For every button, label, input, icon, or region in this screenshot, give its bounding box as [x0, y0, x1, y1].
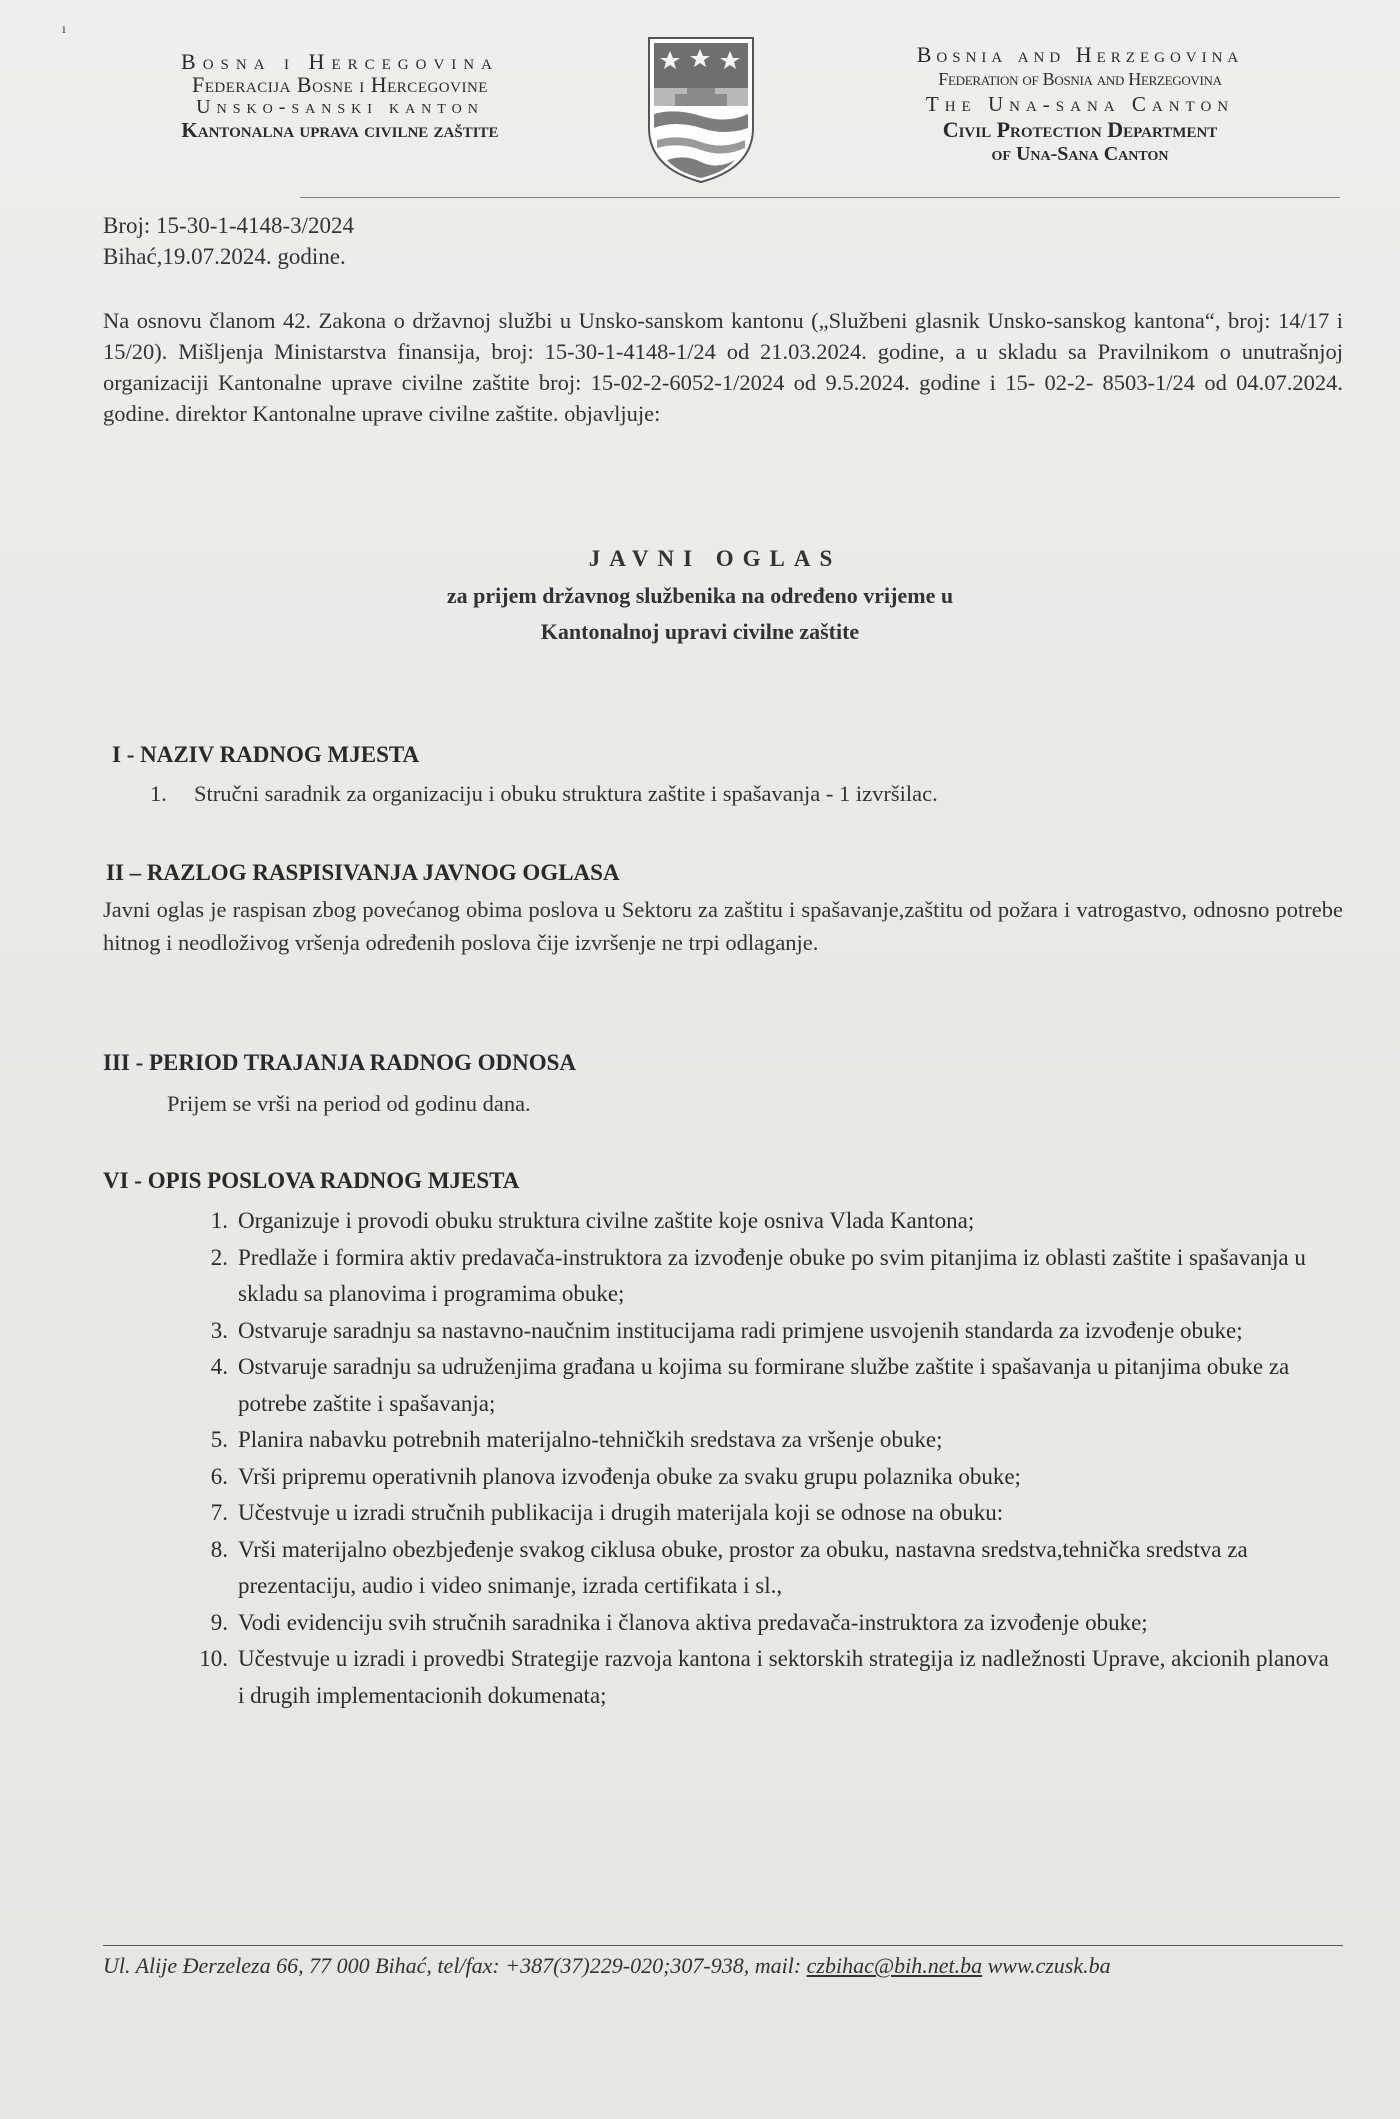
list-item: 2. Predlaže i formira aktiv predavača-instruktora za izvođenje obuke po svim pitanjima iz oblasti zaštite i spašavanja u skladu sa planovima i programima obuke;: [210, 1244, 1306, 1306]
section-4-heading: VI - OPIS POSLOVA RADNOG MJESTA: [103, 1168, 520, 1193]
intro-paragraph: Na osnovu članom 42. Zakona o državnoj službi u Unsko-sanskom kantonu („Službeni glasnik Unsko-sanskog kantona“, broj: 14/17 i 15/20). Mišljenja Ministarstva finansija, broj: 15-30-1-4148-1/24 od 21.03.2024. godine, a u skladu sa Pravilnikom o unutrašnjoj organizaciji Kantonalne uprave civilne zaštite broj: 15-02-2-6052-1/2024 od 9.5.2024. godine i 15- 02-2- 8503-1/24 od 04.07.2024. godine. direktor Kantonalne uprave civilne zaštite. objavljuje:: [103, 308, 1343, 426]
footer-address: Ul. Alije Đerzeleza 66, 77 000 Bihać, tel/fax: +387(37)229-020;307-938, mail:: [103, 1953, 807, 1978]
announcement-title: [0, 540, 1400, 650]
section-2-text: Javni oglas je raspisan zbog povećanog obima poslova u Sektoru za zaštitu i spašavanje,zaštitu od požara i vatrogastvo, odnosno potrebe hitnog i neodloživog vršenja određenih poslova čije izvršenje ne trpi odlaganje.: [103, 897, 1343, 955]
coat-of-arms-icon: [645, 36, 757, 184]
section-1-heading: I - NAZIV RADNOG MJESTA: [112, 742, 420, 767]
header-divider: [300, 197, 1340, 198]
header-right-department-sub: of Una-Sana Canton: [991, 143, 1169, 165]
list-item: 10. Učestvuje u izradi i provedbi Strategije razvoja kantona i sektorskih strategija iz nadležnosti Uprave, akcionih planova i drugih implementacionih dokumenata;: [199, 1646, 1329, 1708]
title-sub-1: za prijem državnog službenika na određeno vrijeme u: [446, 583, 954, 608]
list-item: 1. Organizuje i provodi obuku struktura civilne zaštite koje osniva Vlada Kantona;: [210, 1208, 975, 1233]
header-left: [105, 50, 575, 142]
document-place-date: Bihać,19.07.2024. godine.: [103, 244, 346, 269]
list-item: 6. Vrši pripremu operativnih planova izvođenja obuke za svaku grupu polaznika obuke;: [210, 1463, 1021, 1489]
header-right-federation: Federation of Bosnia and Herzegovina: [938, 69, 1222, 89]
footer-divider: [103, 1945, 1343, 1946]
document-number: Broj: 15-30-1-4148-3/2024: [103, 213, 355, 238]
header-right-canton: The Una-sana Canton: [925, 92, 1235, 116]
header-right: [860, 42, 1300, 167]
footer-email-link[interactable]: czbihac@bih.net.ba: [806, 1953, 983, 1978]
duties-list: [190, 1203, 1340, 1714]
list-item: 5. Planira nabavku potrebnih materijalno-tehničkih sredstava za vršenje obuke;: [210, 1427, 943, 1452]
section-3-text: Prijem se vrši na period od godinu dana.: [167, 1091, 531, 1116]
footer-website-link[interactable]: www.czusk.ba: [982, 1953, 1111, 1978]
header-right-department: Civil Protection Department: [942, 117, 1218, 142]
header-left-country: Bosna i Hercegovina: [181, 49, 499, 74]
section-1-item-number: 1.: [150, 781, 167, 806]
list-item: 7. Učestvuje u izradi stručnih publikacija i drugih materijala koji se odnose na obuku:: [210, 1500, 1004, 1525]
section-1-item-text: Stručni saradnik za organizaciju i obuku struktura zaštite i spašavanja - 1 izvršilac.: [194, 781, 938, 806]
header-left-canton: Unsko-sanski kanton: [196, 96, 484, 118]
title-sub-2: Kantonalnoj upravi civilne zaštite: [540, 619, 860, 644]
list-item: 3. Ostvaruje saradnju sa nastavno-naučnim institucijama radi primjene usvojenih standarda za izvođenje obuke;: [210, 1317, 1243, 1343]
section-2-heading: II – RAZLOG RASPISIVANJA JAVNOG OGLASA: [106, 860, 620, 885]
title-main: JAVNI OGLAS: [588, 546, 842, 571]
footer-contact: [103, 1953, 1363, 1979]
list-item: 9. Vodi evidenciju svih stručnih saradnika i članova aktiva predavača-instruktora za izvođenje obuke;: [210, 1609, 1148, 1635]
header-left-department: Kantonalna uprava civilne zaštite: [181, 118, 499, 142]
header-right-country: Bosnia and Herzegovina: [916, 42, 1244, 67]
header-left-federation: Federacija Bosne i Hercegovine: [192, 72, 488, 97]
scan-mark: ı: [62, 22, 66, 37]
document-meta: [103, 210, 354, 272]
list-item: 4. Ostvaruje saradnju sa udruženjima građana u kojima su formirane službe zaštite i spašavanja u pitanjima obuke za potrebe zaštite i spašavanja;: [210, 1354, 1290, 1416]
list-item: 8. Vrši materijalno obezbjeđenje svakog ciklusa obuke, prostor za obuku, nastavna sredstva,tehnička sredstva za prezentaciju, audio i video snimanje, izrada certifikata i sl.,: [210, 1536, 1248, 1598]
section-3-heading: III - PERIOD TRAJANJA RADNOG ODNOSA: [103, 1050, 577, 1075]
